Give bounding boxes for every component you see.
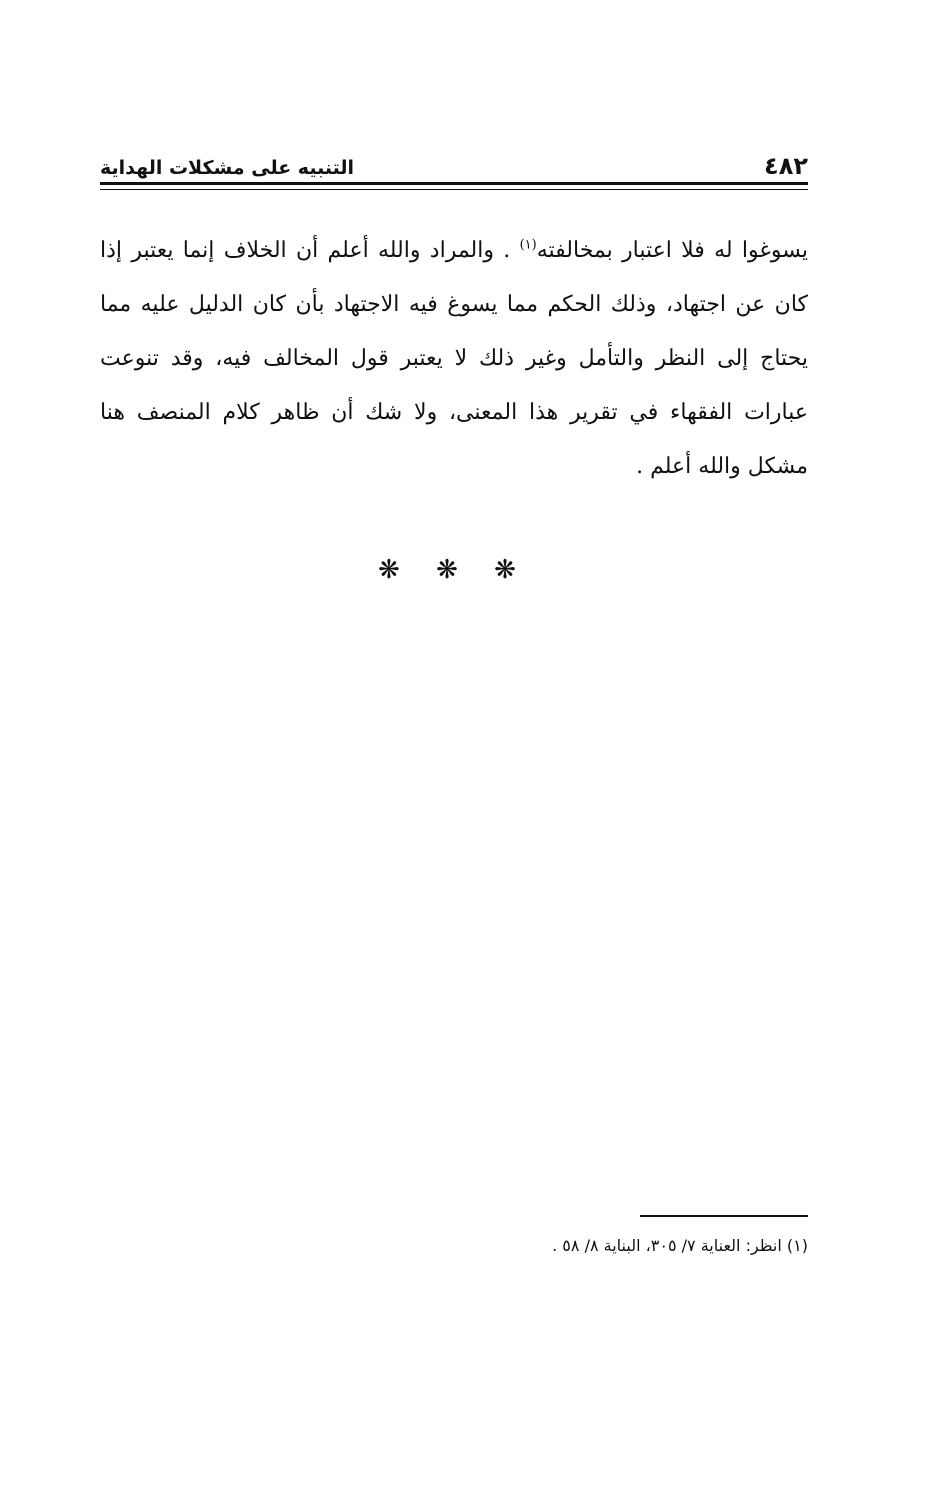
book-title: التنبيه على مشكلات الهداية (100, 157, 354, 179)
footnote-rule (640, 1215, 808, 1217)
footnote: (١) انظر: العناية ٧/ ٣٠٥، البناية ٨/ ٥٨ . (552, 1236, 808, 1255)
text-line-4: عبارات الفقهاء في تقرير هذا المعنى، ولا شك أن ظاهر كلام المنصف هنا (100, 400, 808, 425)
text-line-1-sep: . (494, 238, 520, 263)
main-text (100, 224, 808, 494)
text-line-5: مشكل والله أعلم . (636, 454, 808, 479)
header-rule-thin (100, 189, 808, 190)
running-header (100, 138, 808, 178)
text-line-1 (100, 224, 808, 278)
text-line-1-start: يسوغوا له فلا اعتبار بمخالفته (536, 238, 809, 263)
text-line-1-end: والمراد والله أعلم أن الخلاف إنما يعتبر إذا (100, 238, 494, 263)
header-rule-thick (100, 182, 808, 185)
text-line-2: كان عن اجتهاد، وذلك الحكم مما يسوغ فيه الاجتهاد بأن كان الدليل عليه مما (100, 292, 808, 317)
page-number: ٤٨٢ (764, 152, 808, 180)
text-line-3: يحتاج إلى النظر والتأمل وغير ذلك لا يعتبر قول المخالف فيه، وقد تنوعت (100, 346, 808, 371)
footnote-reference: (١) (519, 237, 537, 253)
section-separator: ❋ ❋ ❋ (378, 555, 530, 585)
